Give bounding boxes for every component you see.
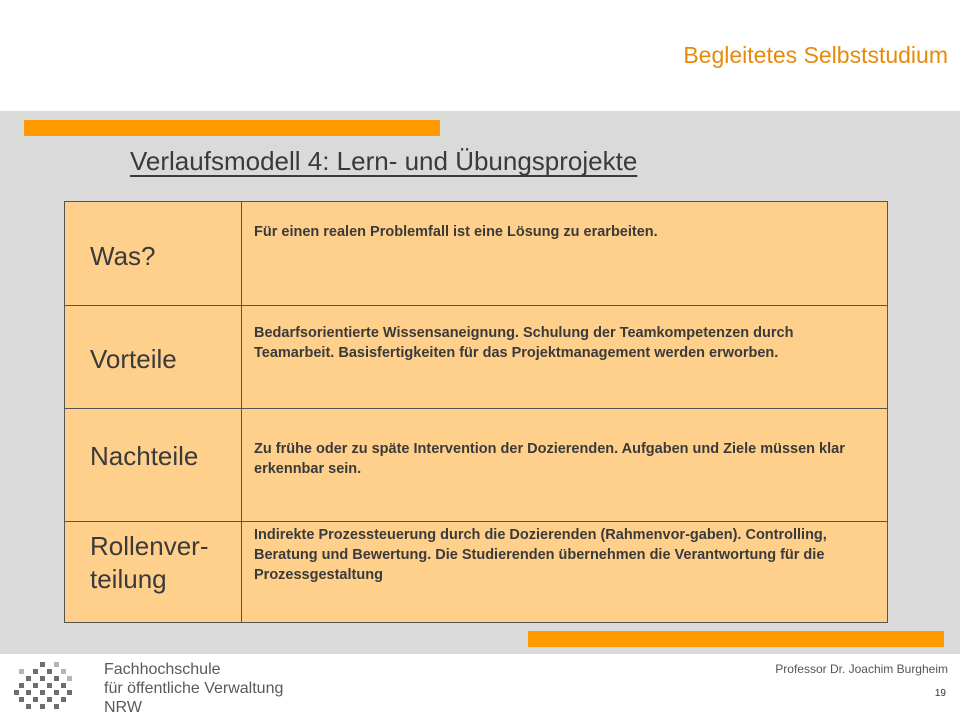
table-row-nachteile xyxy=(65,408,887,521)
row-text: Indirekte Prozessteuerung durch die Dozierenden (Rahmenvor-gaben). Controlling, Beratung und Bewertung. Die Studierenden übernehmen die Verantwortung für die Prozessgestaltung xyxy=(254,527,827,583)
row-label: Vorteile xyxy=(90,344,177,374)
header-title: Begleitetes Selbststudium xyxy=(683,42,948,68)
footer-professor: Professor Dr. Joachim Burgheim xyxy=(775,662,948,676)
logo-line-2: für öffentliche Verwaltung xyxy=(104,680,284,697)
table-row-vorteile xyxy=(65,305,887,408)
institution-logo-text xyxy=(104,660,283,717)
logo-line-1: Fachhochschule xyxy=(104,661,221,678)
row-label: Was? xyxy=(90,241,156,271)
table-row-was xyxy=(65,202,887,305)
row-text: Für einen realen Problemfall ist eine Lösung zu erarbeiten. xyxy=(254,224,658,240)
accent-bar-bottom xyxy=(528,631,944,647)
row-text: Zu frühe oder zu späte Intervention der Dozierenden. Aufgaben und Ziele müssen klar erkennbar sein. xyxy=(254,441,845,477)
accent-bar-top xyxy=(24,120,440,136)
row-label xyxy=(90,530,209,596)
row-label: Nachteile xyxy=(90,441,199,471)
slide-title: Verlaufsmodell 4: Lern- und Übungsprojekte xyxy=(130,146,638,176)
row-label-line1: Rollenver- xyxy=(90,531,209,561)
row-label-line2: teilung xyxy=(90,564,167,594)
page-number: 19 xyxy=(934,688,946,699)
row-text: Bedarfsorientierte Wissensaneignung. Schulung der Teamkompetenzen durch Teamarbeit. Basisfertigkeiten für das Projektmanagement werden erworben. xyxy=(254,325,794,361)
content-table xyxy=(64,201,888,623)
institution-logo-icon xyxy=(14,662,74,712)
logo-line-3: NRW xyxy=(104,699,142,716)
table-row-rollenverteilung xyxy=(65,521,887,622)
